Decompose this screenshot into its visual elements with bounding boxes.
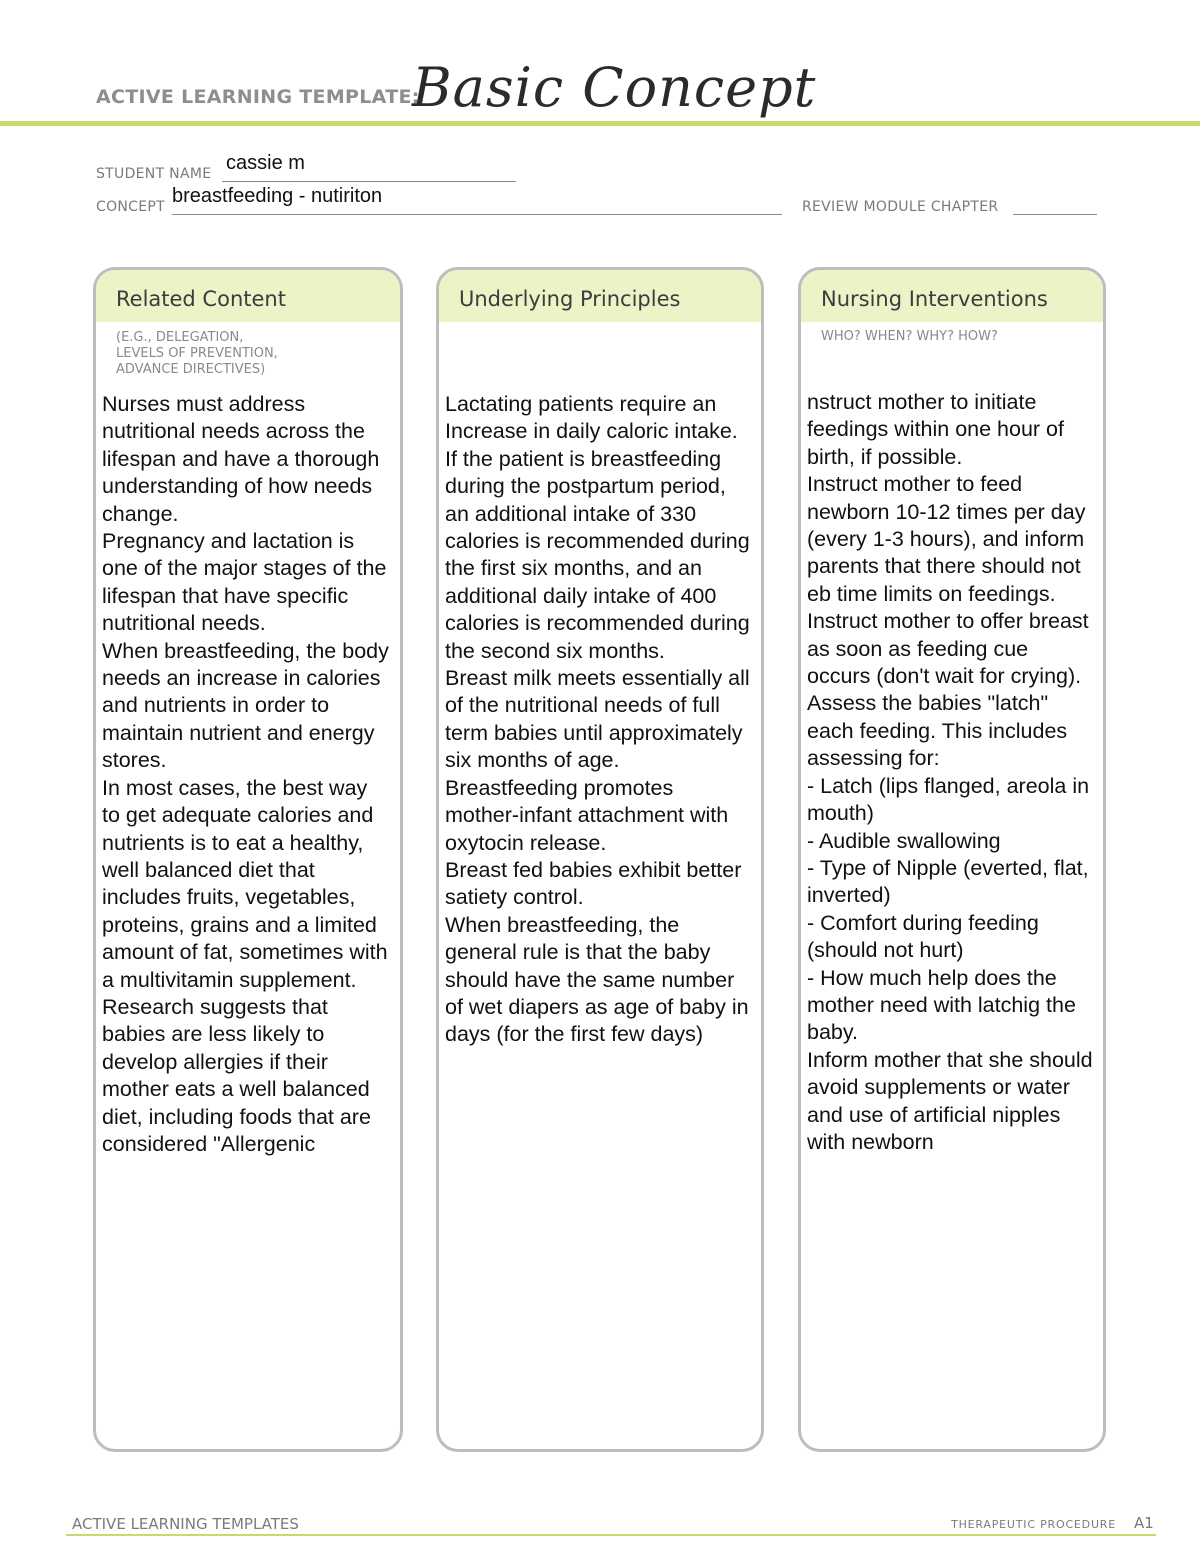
concept-field[interactable]: breastfeeding - nutiriton: [172, 185, 383, 207]
related-content-subtitle: [96, 322, 400, 378]
related-paragraph: In most cases, the best way to get adequate calories and nutrients is to eat a healthy, well balanced diet that includes fruits, vegetables, proteins, grains and a limited amount of fat, sometimes with a multivitamin supplement.: [102, 775, 388, 992]
student-name-field[interactable]: cassie m: [226, 152, 305, 174]
related-subtitle-line: ADVANCE DIRECTIVES): [116, 362, 266, 377]
template-label: ACTIVE LEARNING TEMPLATE:: [96, 86, 420, 108]
nursing-interventions-panel: [798, 267, 1106, 1452]
footer-category: THERAPEUTIC PROCEDURE: [951, 1518, 1116, 1531]
nursing-paragraph: - Latch (lips flanged, areola in mouth): [807, 773, 1090, 826]
related-paragraph: When breastfeeding, the body needs an increase in calories and nutrients in order to maintain nutrient and energy stores.: [102, 638, 389, 773]
nursing-paragraph: Inform mother that she should avoid supplements or water and use of artificial nipples with newborn: [807, 1047, 1093, 1154]
related-content-panel: [93, 267, 403, 1452]
nursing-paragraph: - Comfort during feeding (should not hurt): [807, 910, 1039, 963]
nursing-interventions-heading: Nursing Interventions: [801, 270, 1103, 322]
review-module-label: REVIEW MODULE CHAPTER: [802, 199, 999, 215]
student-name-label: STUDENT NAME: [96, 166, 212, 182]
underlying-paragraph: Breastfeeding promotes mother-infant attachment with oxytocin release.: [445, 775, 729, 855]
related-subtitle-line: (E.G., DELEGATION,: [116, 330, 244, 345]
nursing-interventions-text[interactable]: [807, 389, 1093, 1156]
review-module-field[interactable]: [1013, 198, 1097, 215]
concept-label: CONCEPT: [96, 199, 165, 215]
nursing-paragraph: Instruct mother to feed newborn 10-12 times per day (every 1-3 hours), and inform parents that there should not eb time limits on feedings.: [807, 472, 1086, 606]
footer-divider: [66, 1534, 1156, 1536]
related-subtitle-line: LEVELS OF PREVENTION,: [116, 346, 278, 361]
underlying-paragraph: Breast milk meets essentially all of the nutritional needs of full term babies until approximately six months of age.: [445, 666, 750, 773]
nursing-paragraph: - Type of Nipple (everted, flat, inverted): [807, 855, 1089, 908]
footer-title: ACTIVE LEARNING TEMPLATES: [72, 1515, 299, 1533]
related-paragraph: Pregnancy and lactation is one of the major stages of the lifespan that have specific nutritional needs.: [102, 529, 387, 636]
nursing-paragraph: Assess the babies "latch" each feeding. This includes assessing for:: [807, 691, 1068, 771]
underlying-principles-text[interactable]: [445, 391, 751, 1049]
nursing-interventions-subtitle: WHO? WHEN? WHY? HOW?: [821, 329, 998, 344]
underlying-principles-heading: Underlying Principles: [439, 270, 761, 322]
related-content-heading: Related Content: [96, 270, 400, 322]
nursing-paragraph: nstruct mother to initiate feedings within one hour of birth, if possible.: [807, 390, 1064, 469]
related-paragraph: Nurses must address nutritional needs across the lifespan and have a thorough understanding of how needs change.: [102, 392, 380, 526]
footer-code: A1: [1134, 1514, 1154, 1532]
related-paragraph: Research suggests that babies are less likely to develop allergies if their mother eats a well balanced diet, including foods that are considered "Allergenic: [102, 994, 371, 1156]
nursing-paragraph: Instruct mother to offer breast as soon as feeding cue occurs (don't wait for crying).: [807, 609, 1089, 689]
underlying-paragraph: Lactating patients require an Increase in daily caloric intake. If the patient is breastfeeding during the postpartum period, an additional intake of 330 calories is recommended during the first six months, and an additional daily intake of 400 calories is recommended during the second six months.: [445, 392, 750, 663]
nursing-paragraph: - How much help does the mother need with latchig the baby.: [807, 965, 1076, 1045]
nursing-paragraph: - Audible swallowing: [807, 828, 1001, 853]
underlying-paragraph: When breastfeeding, the general rule is that the baby should have the same number of wet diapers as age of baby in days (for the first few days): [445, 912, 749, 1047]
page-title: Basic Concept: [412, 56, 817, 119]
underlying-paragraph: Breast fed babies exhibit better satiety control.: [445, 857, 742, 910]
related-content-text[interactable]: [102, 391, 390, 1158]
underlying-principles-panel: [436, 267, 764, 1452]
header-divider: [0, 121, 1200, 126]
